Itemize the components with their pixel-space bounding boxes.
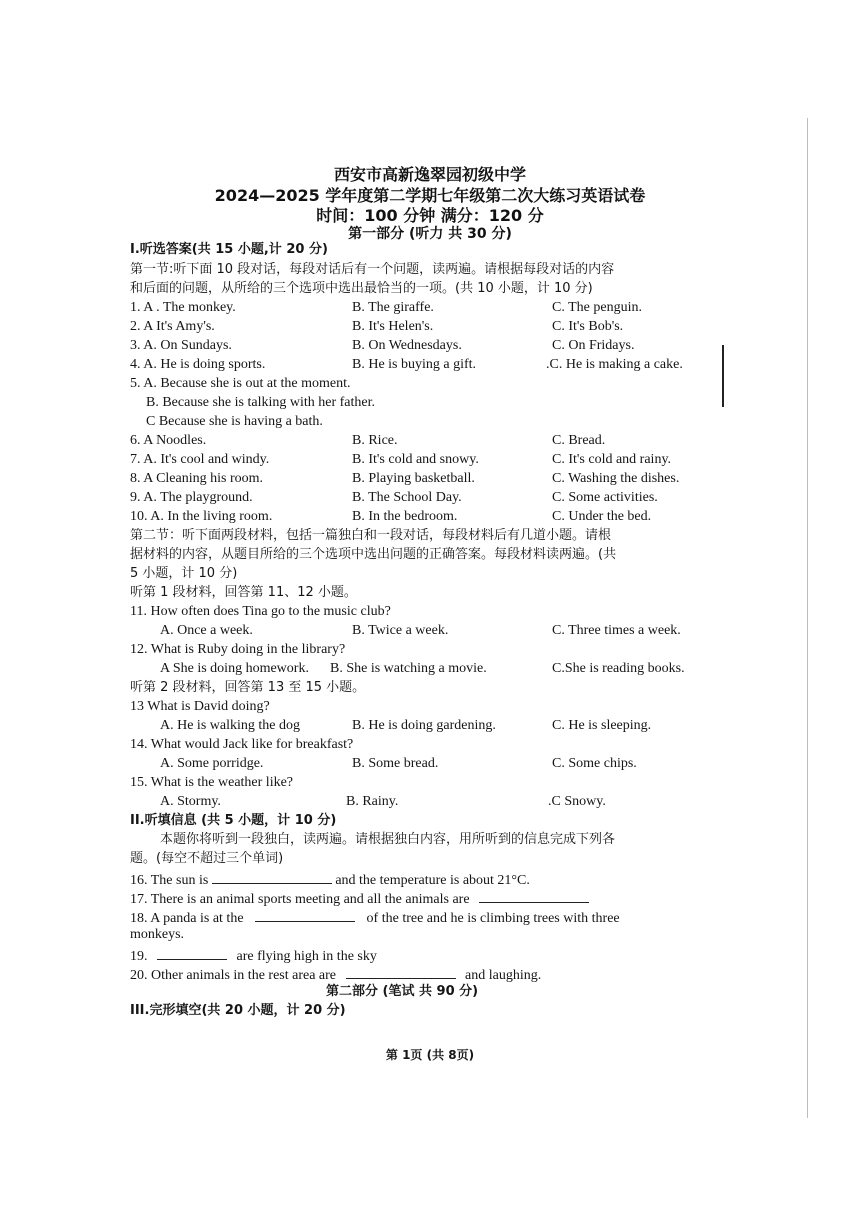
- option-a: 7. A. It's cool and windy.: [130, 452, 270, 467]
- q17-text-a: 17. There is an animal sports meeting and all the animals are: [130, 892, 470, 907]
- section3-title: III.完形填空(共 20 小题，计 20 分): [130, 1003, 346, 1018]
- q18: [130, 907, 620, 928]
- q13-option-c: C. He is sleeping.: [552, 718, 652, 733]
- q20-text-a: 20. Other animals in the rest area are: [130, 968, 337, 983]
- q17-blank[interactable]: [479, 888, 589, 903]
- option-a: 3. A. On Sundays.: [130, 338, 232, 353]
- option-b: B. It's Helen's.: [352, 319, 434, 334]
- part1-title: 第一部分 (听力 共 30 分): [348, 226, 512, 242]
- q18-text-b: of the tree and he is climbing trees with three: [366, 911, 620, 926]
- q5-option-c: C Because she is having a bath.: [146, 414, 323, 429]
- q11-option-c: C. Three times a week.: [552, 623, 681, 638]
- option-c: C. Bread.: [552, 433, 606, 448]
- q13-option-a: A. He is walking the dog: [160, 718, 300, 733]
- margin-mark: [722, 345, 724, 407]
- sub1-instruction-2: 和后面的问题，从所给的三个选项中选出最恰当的一项。(共 10 小题，计 10 分): [130, 281, 593, 296]
- sub1-instruction-1: 第一节:听下面 10 段对话，每段对话后有一个问题，读两遍。请根据每段对话的内容: [130, 262, 615, 277]
- q14-option-a: A. Some porridge.: [160, 756, 264, 771]
- option-c: C. Washing the dishes.: [552, 471, 680, 486]
- part2-title: 第二部分 (笔试 共 90 分): [326, 984, 479, 999]
- option-b: B. The giraffe.: [352, 300, 434, 315]
- option-a: 1. A . The monkey.: [130, 300, 236, 315]
- q18-blank[interactable]: [255, 907, 355, 922]
- option-b: B. The School Day.: [352, 490, 462, 505]
- option-a: 8. A Cleaning his room.: [130, 471, 263, 486]
- option-b: B. On Wednesdays.: [352, 338, 462, 353]
- option-b: B. Rice.: [352, 433, 398, 448]
- q17: [130, 888, 589, 909]
- q15-option-a: A. Stormy.: [160, 794, 221, 809]
- q16-text-a: 16. The sun is: [130, 873, 209, 888]
- scan-edge-line: [807, 118, 808, 1118]
- q20: [130, 964, 541, 985]
- option-c: C. Under the bed.: [552, 509, 652, 524]
- section1-title: I.听选答案(共 15 小题,计 20 分): [130, 242, 328, 257]
- page-footer: 第 1页 (共 8页): [385, 1048, 475, 1062]
- option-a: 4. A. He is doing sports.: [130, 357, 266, 372]
- option-b: B. It's cold and snowy.: [352, 452, 479, 467]
- q13-option-b: B. He is doing gardening.: [352, 718, 496, 733]
- q16-blank[interactable]: [212, 869, 332, 884]
- q14-stem: 14. What would Jack like for breakfast?: [130, 737, 354, 752]
- q15-option-c: .C Snowy.: [548, 794, 606, 809]
- section2-instruction-1: 本题你将听到一段独白，读两遍。请根据独白内容，用所听到的信息完成下列各: [160, 832, 616, 847]
- option-c: C. The penguin.: [552, 300, 642, 315]
- q15-stem: 15. What is the weather like?: [130, 775, 294, 790]
- option-a: 10. A. In the living room.: [130, 509, 273, 524]
- option-c: .C. He is making a cake.: [546, 357, 683, 372]
- q5-option-a: 5. A. Because she is out at the moment.: [130, 376, 351, 391]
- sub2-instruction-2: 据材料的内容，从题目所给的三个选项中选出问题的正确答案。每段材料读两遍。(共: [130, 547, 617, 562]
- q11-option-a: A. Once a week.: [160, 623, 253, 638]
- q19-blank[interactable]: [157, 945, 227, 960]
- q12-stem: 12. What is Ruby doing in the library?: [130, 642, 346, 657]
- q20-text-b: and laughing.: [465, 968, 542, 983]
- q14-option-b: B. Some bread.: [352, 756, 439, 771]
- option-a: 6. A Noodles.: [130, 433, 207, 448]
- q19-text-b: are flying high in the sky: [236, 949, 377, 964]
- school-name: 西安市高新逸翠园初级中学: [333, 165, 526, 184]
- q12-option-b: B. She is watching a movie.: [330, 661, 487, 676]
- material1-label: 听第 1 段材料，回答第 11、12 小题。: [130, 585, 357, 600]
- q19-text-a: 19.: [130, 949, 148, 964]
- option-c: C. On Fridays.: [552, 338, 635, 353]
- option-c: C. It's Bob's.: [552, 319, 624, 334]
- q12-option-c: C.She is reading books.: [552, 661, 685, 676]
- q19: [130, 945, 377, 966]
- option-b: B. In the bedroom.: [352, 509, 458, 524]
- time-score: 时间：100 分钟 满分：120 分: [316, 206, 544, 225]
- q16-text-b: and the temperature is about 21°C.: [335, 873, 530, 888]
- q14-option-c: C. Some chips.: [552, 756, 637, 771]
- q12-option-a: A She is doing homework.: [160, 661, 309, 676]
- exam-title: 2024—2025 学年度第二学期七年级第二次大练习英语试卷: [214, 186, 646, 205]
- sub2-instruction-3: 5 小题，计 10 分): [130, 566, 238, 581]
- q11-option-b: B. Twice a week.: [352, 623, 449, 638]
- q13-stem: 13 What is David doing?: [130, 699, 270, 714]
- q16: [130, 869, 530, 890]
- option-a: 2. A It's Amy's.: [130, 319, 215, 334]
- q5-option-b: B. Because she is talking with her father.: [146, 395, 375, 410]
- q18-continuation: monkeys.: [130, 927, 185, 942]
- option-b: B. Playing basketball.: [352, 471, 475, 486]
- option-c: C. Some activities.: [552, 490, 658, 505]
- option-b: B. He is buying a gift.: [352, 357, 477, 372]
- option-c: C. It's cold and rainy.: [552, 452, 672, 467]
- q20-blank[interactable]: [346, 964, 456, 979]
- material2-label: 听第 2 段材料，回答第 13 至 15 小题。: [130, 680, 366, 695]
- q18-text-a: 18. A panda is at the: [130, 911, 244, 926]
- section2-instruction-2: 题。(每空不超过三个单词): [130, 851, 284, 866]
- q15-option-b: B. Rainy.: [346, 794, 399, 809]
- option-a: 9. A. The playground.: [130, 490, 253, 505]
- sub2-instruction-1: 第二节：听下面两段材料，包括一篇独白和一段对话，每段材料后有几道小题。请根: [130, 528, 612, 543]
- q11-stem: 11. How often does Tina go to the music club?: [130, 604, 391, 619]
- section2-title: II.听填信息 (共 5 小题，计 10 分): [130, 813, 337, 828]
